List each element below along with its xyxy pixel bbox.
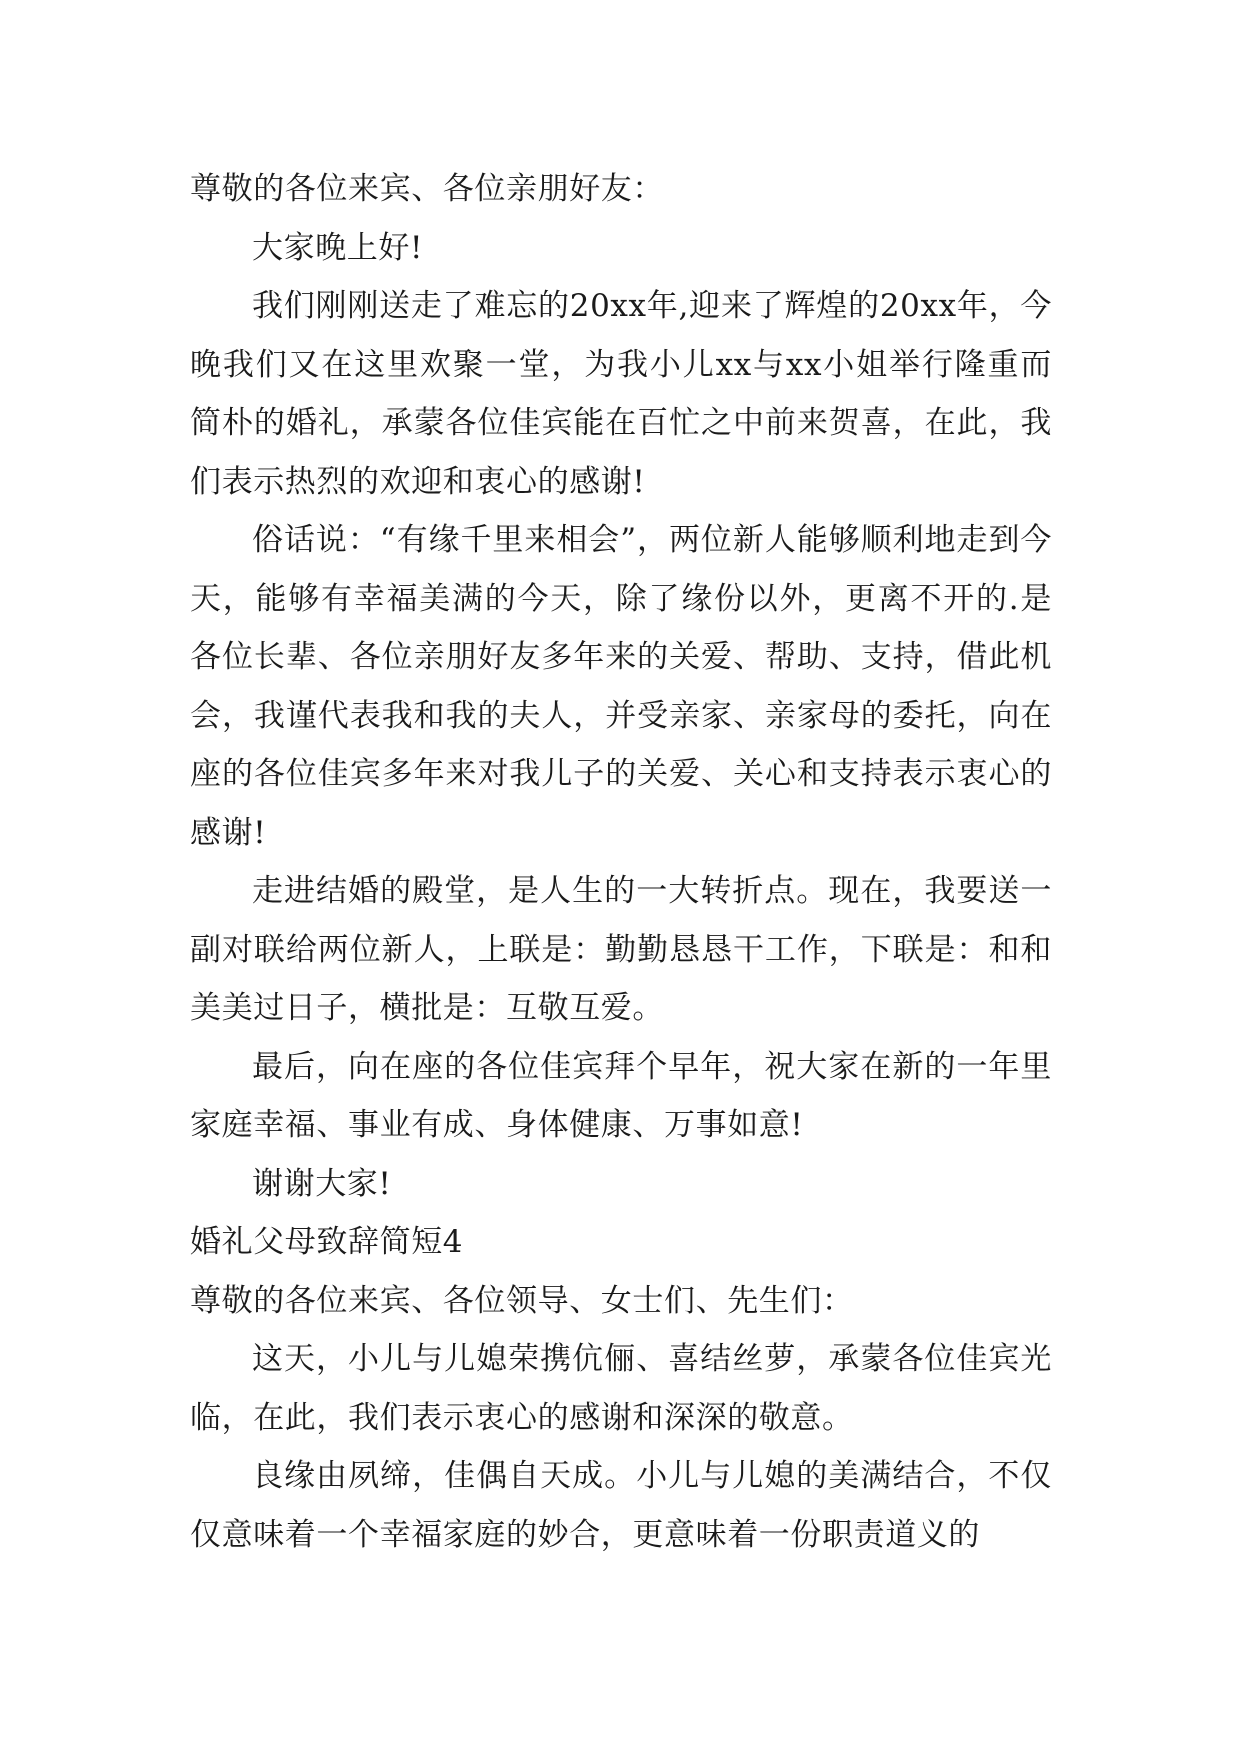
- paragraph: 走进结婚的殿堂，是人生的一大转折点。现在，我要送一副对联给两位新人，上联是：勤勤恳恳干工作，下联是：和和美美过日子，横批是：互敬互爱。: [190, 873, 1052, 1026]
- section-title: 婚礼父母致辞简短4: [190, 1224, 464, 1260]
- paragraph: 这天，小儿与儿媳荣携伉俪、喜结丝萝，承蒙各位佳宾光临，在此，我们表示衷心的感谢和深深的敬意。: [190, 1341, 1052, 1436]
- paragraph: 良缘由夙缔，佳偶自天成。小儿与儿媳的美满结合，不仅仅意味着一个幸福家庭的妙合，更意味着一份职责道义的: [190, 1458, 1052, 1553]
- paragraph: 最后，向在座的各位佳宾拜个早年，祝大家在新的一年里家庭幸福、事业有成、身体健康、万事如意!: [190, 1048, 1052, 1143]
- document-body: [190, 160, 1052, 1564]
- paragraph: 我们刚刚送走了难忘的20xx年,迎来了辉煌的20xx年，今晚我们又在这里欢聚一堂，为我小儿xx与xx小姐举行隆重而简朴的婚礼，承蒙各位佳宾能在百忙之中前来贺喜，在此，我们表示热烈的欢迎和衷心的感谢!: [190, 288, 1052, 500]
- paragraph: 谢谢大家!: [252, 1165, 392, 1202]
- greeting-line: 尊敬的各位来宾、各位亲朋好友：: [190, 171, 664, 207]
- paragraph: 大家晚上好!: [252, 229, 424, 266]
- greeting-line: 尊敬的各位来宾、各位领导、女士们、先生们：: [190, 1282, 854, 1319]
- paragraph: 俗话说：“有缘千里来相会”，两位新人能够顺利地走到今天，能够有幸福美满的今天，除了缘份以外，更离不开的.是各位长辈、各位亲朋好友多年来的关爱、帮助、支持，借此机会，我谨代表我和我的夫人，并受亲家、亲家母的委托，向在座的各位佳宾多年来对我儿子的关爱、关心和支持表示衷心的感谢!: [190, 522, 1052, 851]
